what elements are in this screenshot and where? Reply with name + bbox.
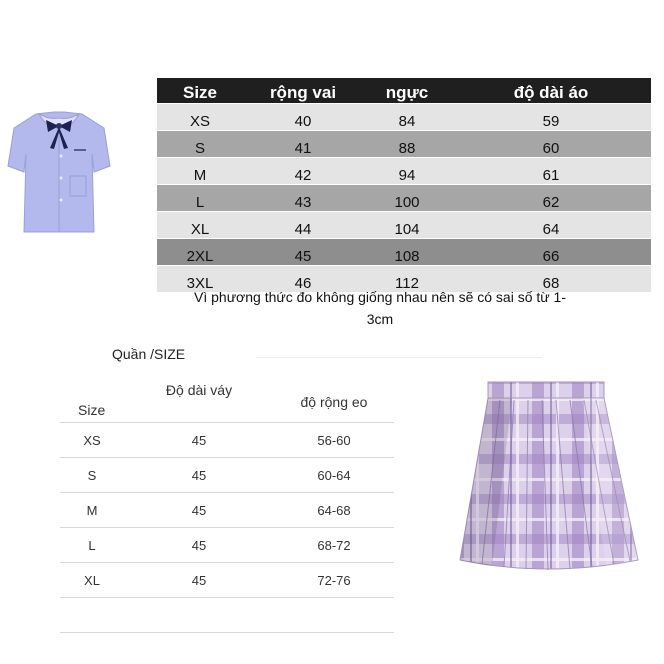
cell: XS (157, 104, 243, 131)
cell: 60-64 (274, 458, 394, 493)
cell: S (157, 131, 243, 158)
cell: 42 (243, 158, 363, 185)
column-header: ngực (363, 78, 451, 104)
column-header: Độ dài váy (124, 382, 274, 423)
cell: 64-68 (274, 493, 394, 528)
cell: 68 (451, 266, 651, 293)
table-row (157, 131, 651, 158)
cell: 61 (451, 158, 651, 185)
table-row (60, 423, 394, 458)
cell: 2XL (157, 239, 243, 266)
cell: XL (60, 563, 124, 598)
column-header: rộng vai (243, 78, 363, 104)
cell: 94 (363, 158, 451, 185)
column-header: Size (157, 78, 243, 104)
cell: 40 (243, 104, 363, 131)
table-row (60, 528, 394, 563)
shirt-size-table (157, 78, 651, 292)
cell: 108 (363, 239, 451, 266)
cell: L (60, 528, 124, 563)
cell: 104 (363, 212, 451, 239)
cell: 62 (451, 185, 651, 212)
cell: 46 (243, 266, 363, 293)
cell (274, 598, 394, 633)
divider (256, 357, 542, 358)
cell: XL (157, 212, 243, 239)
cell: 60 (451, 131, 651, 158)
table-row (60, 493, 394, 528)
cell: 112 (363, 266, 451, 293)
note-line: Vì phương thức đo không giống nhau nên sẽ có sai số từ 1- (194, 289, 566, 305)
cell: M (60, 493, 124, 528)
cell (60, 598, 124, 633)
skirt-illustration (452, 374, 646, 578)
cell: 64 (451, 212, 651, 239)
cell: 45 (124, 493, 274, 528)
cell: 56-60 (274, 423, 394, 458)
table-header-row (157, 78, 651, 104)
table-row (60, 563, 394, 598)
measurement-note (150, 286, 610, 330)
skirt-size-table (60, 382, 394, 633)
cell: 72-76 (274, 563, 394, 598)
cell: 88 (363, 131, 451, 158)
cell: 59 (451, 104, 651, 131)
column-header: độ rộng eo (274, 382, 394, 423)
cell: 100 (363, 185, 451, 212)
column-header: Size (60, 382, 124, 423)
skirt-section-title: Quần /SIZE (112, 346, 186, 362)
cell: 66 (451, 239, 651, 266)
cell: 41 (243, 131, 363, 158)
table-row-empty (60, 598, 394, 633)
table-row (157, 212, 651, 239)
note-line: 3cm (366, 311, 394, 327)
table-row (157, 239, 651, 266)
cell: S (60, 458, 124, 493)
cell: 43 (243, 185, 363, 212)
cell (124, 598, 274, 633)
table-row (60, 458, 394, 493)
cell: 45 (124, 423, 274, 458)
cell: L (157, 185, 243, 212)
cell: XS (60, 423, 124, 458)
cell: 68-72 (274, 528, 394, 563)
cell: 45 (124, 458, 274, 493)
shirt-illustration (6, 108, 112, 236)
column-header: độ dài áo (451, 78, 651, 104)
cell: 44 (243, 212, 363, 239)
cell: 45 (124, 563, 274, 598)
table-row (157, 158, 651, 185)
table-header-row (60, 382, 394, 423)
cell: 45 (243, 239, 363, 266)
cell: M (157, 158, 243, 185)
cell: 45 (124, 528, 274, 563)
table-row (157, 185, 651, 212)
table-row (157, 104, 651, 131)
cell: 84 (363, 104, 451, 131)
cell: 3XL (157, 266, 243, 293)
